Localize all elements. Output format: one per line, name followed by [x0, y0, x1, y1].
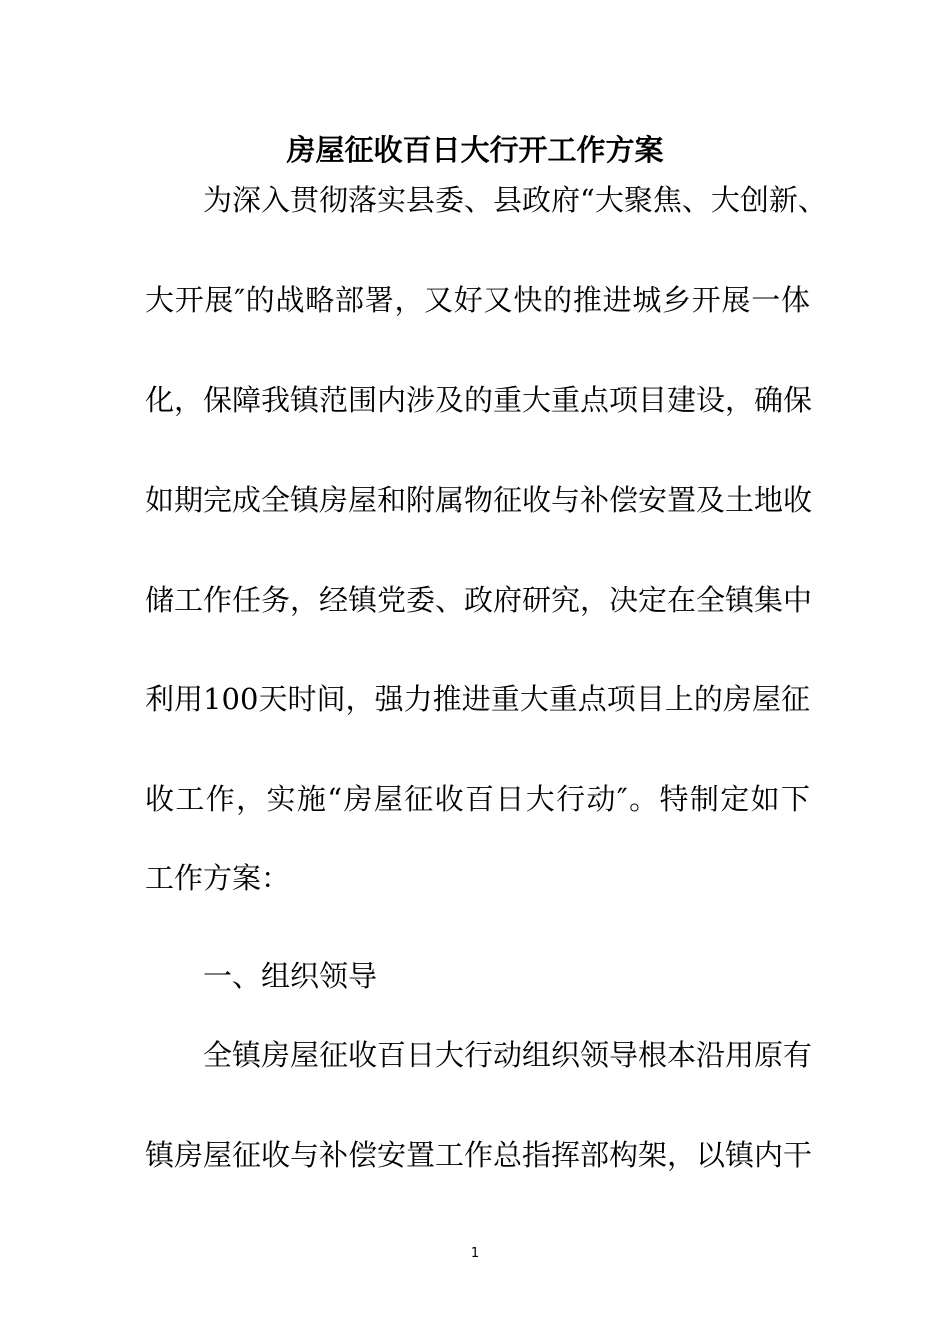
paragraph-line-6: 利用100天时间，强力推进重大重点项目上的房屋征 — [145, 682, 810, 716]
section-heading-organization: 一、组织领导 — [203, 959, 378, 993]
paragraph-2-line-1: 全镇房屋征收百日大行动组织领导根本沿用原有 — [203, 1038, 813, 1072]
paragraph-line-3: 化，保障我镇范围内涉及的重大重点项目建设，确保 — [145, 383, 813, 417]
paragraph-line-8: 工作方案： — [145, 861, 291, 895]
document-title: 房屋征收百日大行开工作方案 — [286, 133, 664, 167]
paragraph-2-line-2: 镇房屋征收与补偿安置工作总指挥部构架，以镇内干 — [145, 1138, 813, 1172]
paragraph-line-7: 收工作，实施“房屋征收百日大行动″。特制定如下 — [145, 782, 810, 816]
paragraph-line-4: 如期完成全镇房屋和附属物征收与补偿安置及土地收 — [145, 483, 813, 517]
paragraph-line-2: 大开展″的战略部署，又好又快的推进城乡开展一体 — [145, 283, 810, 317]
paragraph-line-1: 为深入贯彻落实县委、县政府“大聚焦、大创新、 — [203, 183, 827, 217]
page-number: 1 — [470, 1246, 480, 1261]
paragraph-line-5: 储工作任务，经镇党委、政府研究，决定在全镇集中 — [145, 583, 813, 617]
